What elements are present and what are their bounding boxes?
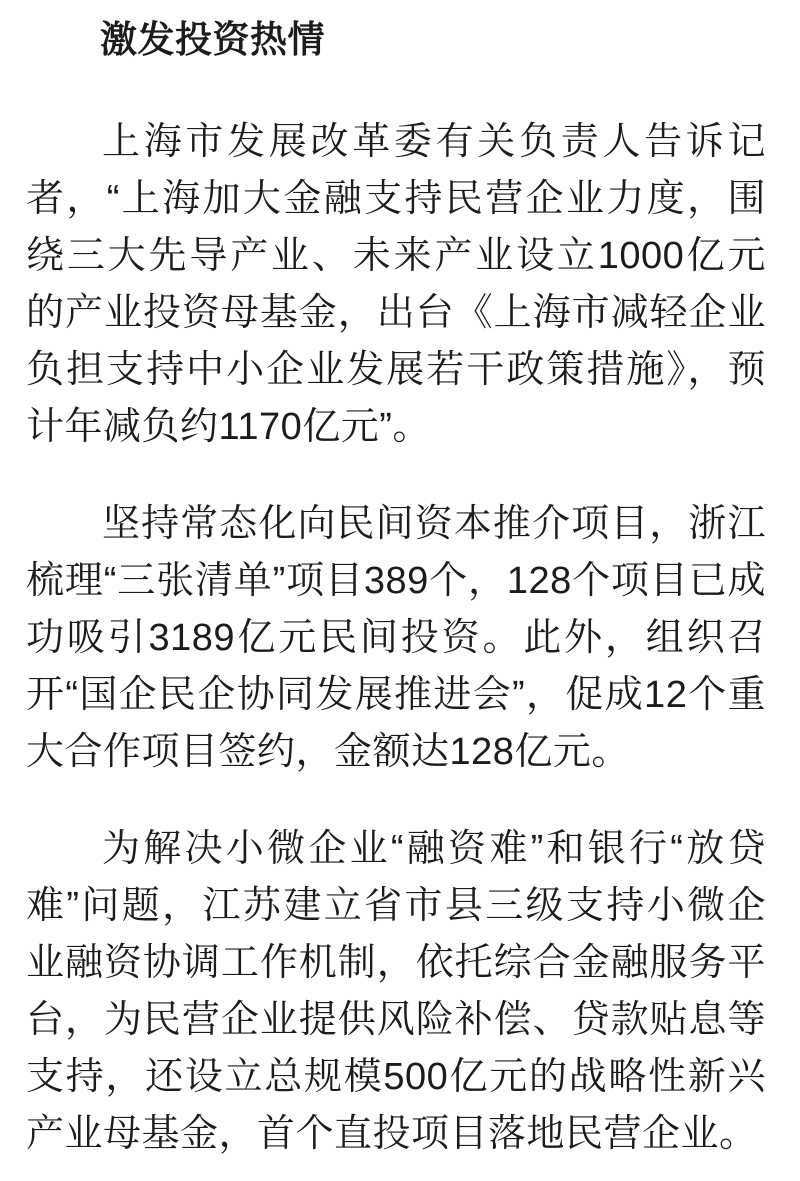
article-paragraph: 上海市发展改革委有关负责人告诉记者，“上海加大金融支持民营企业力度，围绕三大先导产业、未来产业设立1000亿元的产业投资母基金，出台《上海市减轻企业负担支持中小企业发展若干政策措施》，预计年减负约1170亿元”。 — [26, 121, 766, 448]
article-paragraph: 为解决小微企业“融资难”和银行“放贷难”问题，江苏建立省市县三级支持小微企业融资协调工作机制，依托综合金融服务平台，为民营企业提供风险补偿、贷款贴息等支持，还设立总规模500亿元的战略性新兴产业母基金，首个直投项目落地民营企业。 — [26, 828, 766, 1155]
article-paragraph: 坚持常态化向民间资本推介项目，浙江梳理“三张清单”项目389个，128个项目已成功吸引3189亿元民间投资。此外，组织召开“国企民企协同发展推进会”，促成12个重大合作项目签约，金额达128亿元。 — [26, 503, 766, 773]
article-heading: 激发投资热情 — [100, 19, 325, 60]
